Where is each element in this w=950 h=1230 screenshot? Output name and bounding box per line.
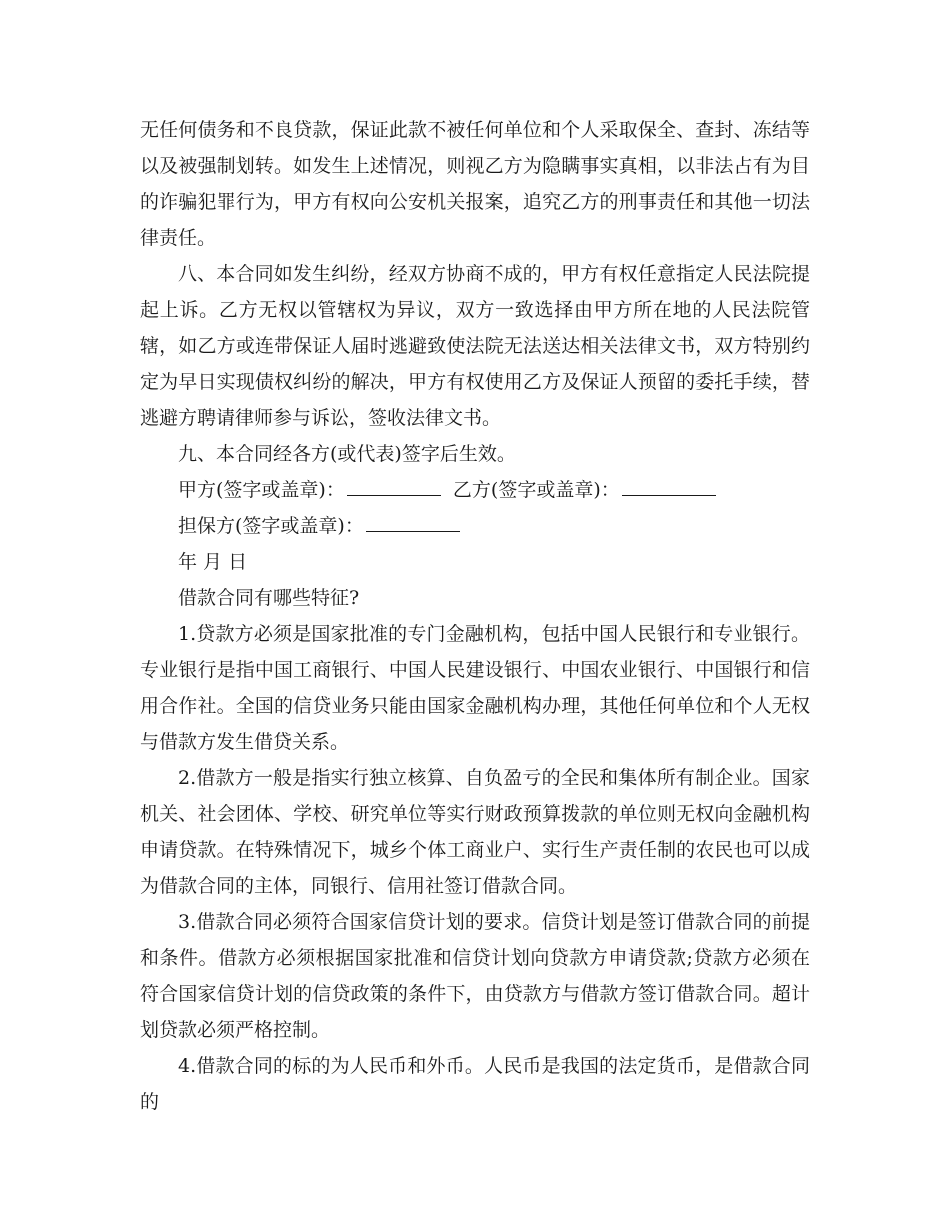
feature-paragraph-4: 4.借款合同的标的为人民币和外币。人民币是我国的法定货币，是借款合同的 — [140, 1055, 810, 1113]
guarantor-signature-label: 担保方(签字或盖章)： — [178, 515, 364, 537]
paragraph-clause-8: 八、本合同如发生纠纷，经双方协商不成的，甲方有权任意指定人民法院提起上诉。乙方无权以管辖权为异议，双方一致选择由甲方所在地的人民法院管辖，如乙方或连带保证人届时逃避致使法院无法送达相关法律文书，双方特别约定为早日实现债权纠纷的解决，甲方有权使用乙方及保证人预留的委托手续，替逃避方聘请律师参与诉讼，签收法律文书。 — [140, 263, 810, 429]
feature-paragraph-3: 3.借款合同必须符合国家信贷计划的要求。信贷计划是签订借款合同的前提和条件。借款方必须根据国家批准和信贷计划向贷款方申请贷款;贷款方必须在符合国家信贷计划的信贷政策的条件下，由贷款方与借款方签订借款合同。超计划贷款必须严格控制。 — [140, 911, 810, 1041]
date-line: 年 月 日 — [178, 551, 248, 573]
paragraph-clause-9: 九、本合同经各方(或代表)签字后生效。 — [178, 443, 516, 465]
party-b-signature-label: 乙方(签字或盖章)： — [452, 479, 620, 501]
signature-row-guarantor — [140, 508, 810, 544]
party-a-signature-label: 甲方(签字或盖章)： — [178, 479, 345, 501]
feature-paragraph-2: 2.借款方一般是指实行独立核算、自负盈亏的全民和集体所有制企业。国家机关、社会团体、学校、研究单位等实行财政预算拨款的单位则无权向金融机构申请贷款。在特殊情况下，城乡个体工商业户、实行生产责任制的农民也可以成为借款合同的主体，同银行、信用社签订借款合同。 — [140, 767, 810, 897]
party-a-signature-line — [347, 477, 441, 496]
feature-paragraph-1: 1.贷款方必须是国家批准的专门金融机构，包括中国人民银行和专业银行。专业银行是指中国工商银行、中国人民建设银行、中国农业银行、中国银行和信用合作社。全国的信贷业务只能由国家金融机构办理，其他任何单位和个人无权与借款方发生借贷关系。 — [140, 623, 810, 753]
paragraph-clause-7-continued: 无任何债务和不良贷款，保证此款不被任何单位和个人采取保全、查封、冻结等以及被强制划转。如发生上述情况，则视乙方为隐瞒事实真相，以非法占有为目的诈骗犯罪行为，甲方有权向公安机关报案，追究乙方的刑事责任和其他一切法律责任。 — [140, 119, 810, 249]
section-title: 借款合同有哪些特征? — [178, 587, 360, 609]
signature-row-parties — [140, 472, 810, 508]
document-body — [140, 112, 810, 1120]
party-b-signature-line — [622, 477, 716, 496]
guarantor-signature-line — [366, 513, 460, 532]
